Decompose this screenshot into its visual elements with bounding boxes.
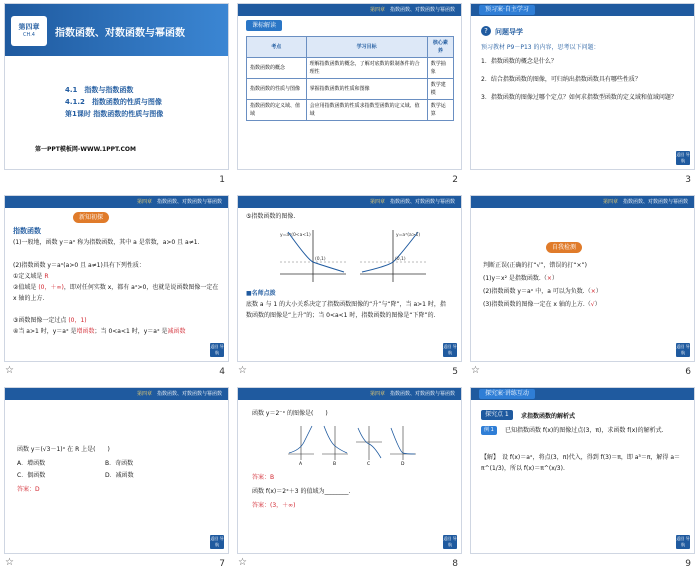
breadcrumb [370, 6, 455, 13]
slide-header [5, 388, 228, 400]
breadcrumb-title: 指数函数、对数函数与幂函数 [156, 391, 222, 397]
breadcrumb [137, 390, 222, 397]
property-point [13, 315, 223, 326]
back-nav-button[interactable]: 返回 导航 [210, 344, 224, 355]
slide-cell-5[interactable] [233, 192, 466, 384]
exponential-graphs [278, 226, 428, 284]
slide-header [471, 196, 694, 208]
graph-option-b [322, 426, 348, 466]
deck-title: 指数函数、对数函数与幂函数 [55, 28, 185, 39]
answer-mark: × [546, 275, 552, 282]
item-text: (3)指数函数的图像一定在 x 轴的上方. [483, 301, 585, 308]
option-c: C．偶函数 [17, 472, 46, 479]
slide-cell-2[interactable] [233, 0, 466, 192]
section-tag: 预习案·自主学习 [479, 5, 535, 15]
curve-label: y=aˣ(a>1) [396, 233, 421, 238]
breadcrumb [137, 198, 222, 205]
check-item-3: (3)指数函数的图像一定在 x 轴的上方.（√） [483, 301, 601, 308]
intro-text: 预习教材 P9－P13 的内容，思考以下问题： [481, 44, 600, 51]
answer-2: 答案：(3，＋∞) [252, 502, 296, 509]
check-item-1: (1)y＝x² 是指数函数.（×） [483, 275, 558, 282]
graph-label: A [299, 462, 303, 466]
slide-number: 7 [219, 559, 225, 569]
table-cell: 指数函数的定义域、值域 [247, 100, 307, 121]
back-nav-button[interactable]: 返回 导航 [676, 536, 690, 547]
section-title: 问题导学 [495, 28, 523, 36]
lesson-line-3: 第1课时 指数函数的性质与图像 [65, 110, 164, 118]
item-text: (1)y＝x² 是指数函数. [483, 275, 541, 282]
question-2: 函数 f(x)＝2ˣ＋3 的值域为________. [252, 488, 351, 495]
table-cell: 数学抽象 [427, 58, 453, 79]
back-nav-button[interactable]: 返回 导航 [676, 152, 690, 163]
breadcrumb-chapter: 第四章 [369, 391, 385, 397]
lesson-line-2: 4.1.2 指数函数的性质与图像 [65, 98, 162, 106]
slide-number: 9 [685, 559, 691, 569]
question-1: 函数 y＝2⁻ˣ 的图像是( ) [252, 410, 328, 417]
property-text: ，即对任何实数 x，都有 aˣ>0，也就是说函数图像一定在 x 轴的上方. [13, 284, 219, 302]
option-b: B．奇函数 [105, 460, 134, 467]
slide-number: 2 [452, 175, 458, 185]
table-cell: 理解指数函数的概念，了解对底数的限制条件的合理性 [306, 58, 427, 79]
slide-header [238, 4, 461, 16]
star-icon: ☆ [5, 365, 14, 376]
slide-3[interactable] [470, 3, 695, 170]
answer-blank: (0，1) [68, 317, 87, 324]
table-row [247, 79, 454, 100]
template-footer: 第一PPT模板网-WWW.1PPT.COM [35, 146, 136, 153]
slide-number: 1 [219, 175, 225, 185]
question-stem: 判断正误(正确的打“√”，错误的打“×”) [483, 262, 587, 269]
graph-option-a [288, 426, 314, 466]
property-monotonic [13, 326, 208, 337]
breadcrumb-title: 指数函数、对数函数与幂函数 [156, 199, 222, 205]
answer-mark: √ [590, 301, 595, 308]
breadcrumb-title: 指数函数、对数函数与幂函数 [389, 7, 455, 13]
back-nav-button[interactable]: 返回 导航 [210, 536, 224, 547]
slide-5[interactable] [237, 195, 462, 362]
point-label: (0,1) [315, 257, 326, 262]
slide-header [238, 196, 461, 208]
graph-label: C [367, 462, 371, 466]
probe-badge: 探究点 1 [481, 410, 513, 420]
lesson-lines [65, 84, 163, 120]
tip-title: ■名师点拨 [246, 290, 276, 297]
question-item-2: 2．结合指数函数的图像，可归纳出指数函数具有哪些性质？ [481, 76, 641, 83]
objectives-table [246, 36, 454, 121]
graph-increasing [360, 230, 426, 282]
check-item-2: (2)指数函数 y＝aˣ 中，a 可以为负数.（×） [483, 288, 602, 295]
table-cell: 数学运算 [427, 100, 453, 121]
graph-label: B [333, 462, 337, 466]
answer-blank: 增函数 [76, 328, 95, 335]
answer-blank: R [44, 273, 49, 280]
section-tag: 课标解读 [246, 20, 282, 31]
slide-8[interactable] [237, 387, 462, 554]
item-text: (2)指数函数 y＝aˣ 中，a 可以为负数. [483, 288, 585, 295]
section-tag: 自我检测 [546, 242, 582, 253]
breadcrumb-chapter: 第四章 [369, 199, 385, 205]
breadcrumb-chapter: 第四章 [602, 199, 618, 205]
question-item-3: 3．指数函数的图像过哪个定点？如何求指数型函数的定义域和值域问题？ [481, 94, 677, 101]
slide-number: 6 [685, 367, 691, 377]
table-cell: 数学建模 [427, 79, 453, 100]
section-tag: 新知初探 [73, 212, 109, 223]
property-intro: (2)指数函数 y＝aˣ(a>0 且 a≠1)具有下列性质： [13, 262, 145, 269]
badge-en: CH.4 [23, 32, 35, 38]
answer-blank: 减函数 [167, 328, 186, 335]
question-item-1: 1．指数函数的概念是什么？ [481, 58, 557, 65]
slide-number: 5 [452, 367, 458, 377]
property-label: ②值域是 [13, 284, 37, 291]
table-cell: 会应用指数函数的性质求指数型函数的定义域、值域 [306, 100, 427, 121]
graph-option-c [356, 426, 382, 466]
slide-4[interactable] [4, 195, 229, 362]
slide-6[interactable] [470, 195, 695, 362]
slide-number: 4 [219, 367, 225, 377]
slide-1[interactable] [4, 3, 229, 170]
property-text: ；当 0<a<1 时，y＝aˣ 是 [94, 328, 168, 335]
graph-option-d [390, 426, 416, 466]
back-nav-button[interactable]: 返回 导航 [676, 344, 690, 355]
graph-intro: ⑤指数函数的图像. [246, 213, 296, 220]
property-domain [13, 271, 223, 282]
breadcrumb [370, 390, 455, 397]
breadcrumb-title: 指数函数、对数函数与幂函数 [389, 199, 455, 205]
slide-cell-7[interactable] [0, 384, 233, 576]
back-nav-button[interactable]: 返回 导航 [443, 536, 457, 547]
property-label: ①定义域是 [13, 273, 43, 280]
slide-header [238, 388, 461, 400]
table-row [247, 58, 454, 79]
chapter-badge [11, 16, 47, 46]
slide-number: 3 [685, 175, 691, 185]
table-row [247, 100, 454, 121]
question-stem: 函数 y＝(√3－1)ˣ 在 R 上是( ) [17, 446, 110, 453]
answer-mark: × [590, 288, 596, 295]
property-range [13, 282, 223, 304]
breadcrumb [603, 198, 688, 205]
answer-1: 答案：B [252, 474, 275, 481]
breadcrumb-chapter: 第四章 [136, 199, 152, 205]
badge-chapter: 第四章 [18, 23, 40, 31]
slide-cell-1[interactable] [0, 0, 233, 192]
section-title: 指数函数 [13, 227, 41, 235]
curve-label: y=aˣ(0<a<1) [280, 233, 311, 238]
option-a: A．增函数 [17, 460, 46, 467]
star-icon: ☆ [238, 365, 247, 376]
option-d: D．减函数 [105, 472, 134, 479]
answer-blank: (0，＋∞) [38, 284, 64, 291]
slide-7[interactable] [4, 387, 229, 554]
slide-cell-3[interactable] [466, 0, 699, 192]
slide-cell-4[interactable] [0, 192, 233, 384]
curve-increasing [362, 232, 421, 272]
back-nav-button[interactable]: 返回 导航 [443, 344, 457, 355]
section-tag: 探究案·讲练互动 [479, 389, 535, 399]
slide-cell-8[interactable] [233, 384, 466, 576]
table-cell: 指数函数的性质与图像 [247, 79, 307, 100]
example-question: 已知指数函数 f(x)的图像过点(3，π)，求函数 f(x)的解析式. [505, 427, 664, 434]
solution-text: 【解】 设 f(x)＝aˣ，将点(3，π)代入，得到 f(3)＝π，即 a³＝π，解得 a＝π^(1/3)，所以 f(x)＝π^(x/3). [481, 454, 681, 472]
answer-text: 答案：D [17, 486, 40, 493]
probe-title: 求指数函数的解析式 [521, 413, 576, 420]
th-literacy: 核心素养 [427, 37, 453, 58]
tip-text: 底数 a 与 1 的大小关系决定了指数函数图像的“升”与“降”，当 a>1 时，指数函数的图像是“上升”的；当 0<a<1 时，指数函数的图像是“下降”的. [246, 301, 446, 319]
table-cell: 指数函数的概念 [247, 58, 307, 79]
breadcrumb-title: 指数函数、对数函数与幂函数 [622, 199, 688, 205]
point-label: (0,1) [395, 257, 406, 262]
property-label: ③函数图像一定过点 [13, 317, 67, 324]
star-icon: ☆ [238, 557, 247, 568]
graph-decreasing [280, 230, 346, 282]
breadcrumb-title: 指数函数、对数函数与幂函数 [389, 391, 455, 397]
slide-number: 8 [452, 559, 458, 569]
lesson-line-1: 4.1 指数与指数函数 [65, 86, 134, 94]
slide-header [5, 196, 228, 208]
slide-2[interactable] [237, 3, 462, 170]
example-badge: 例 1 [481, 426, 497, 435]
curve-decreasing [288, 232, 344, 272]
th-goal: 学习目标 [306, 37, 427, 58]
slide-cell-6[interactable] [466, 192, 699, 384]
star-icon: ☆ [5, 557, 14, 568]
property-label: ④当 a>1 时，y＝aˣ 是 [13, 328, 77, 335]
breadcrumb-chapter: 第四章 [369, 7, 385, 13]
slide-9[interactable] [470, 387, 695, 554]
slide-cell-9[interactable] [466, 384, 699, 576]
table-cell: 掌握指数函数的性质和图像 [306, 79, 427, 100]
breadcrumb [370, 198, 455, 205]
th-topic: 考点 [247, 37, 307, 58]
question-icon: ? [481, 26, 491, 36]
option-graphs [286, 422, 416, 466]
star-icon: ☆ [471, 365, 480, 376]
breadcrumb-chapter: 第四章 [136, 391, 152, 397]
def-line: (1)一般地，函数 y＝aˣ 称为指数函数，其中 a 是常数，a>0 且 a≠1. [13, 239, 200, 246]
graph-label: D [401, 462, 405, 466]
